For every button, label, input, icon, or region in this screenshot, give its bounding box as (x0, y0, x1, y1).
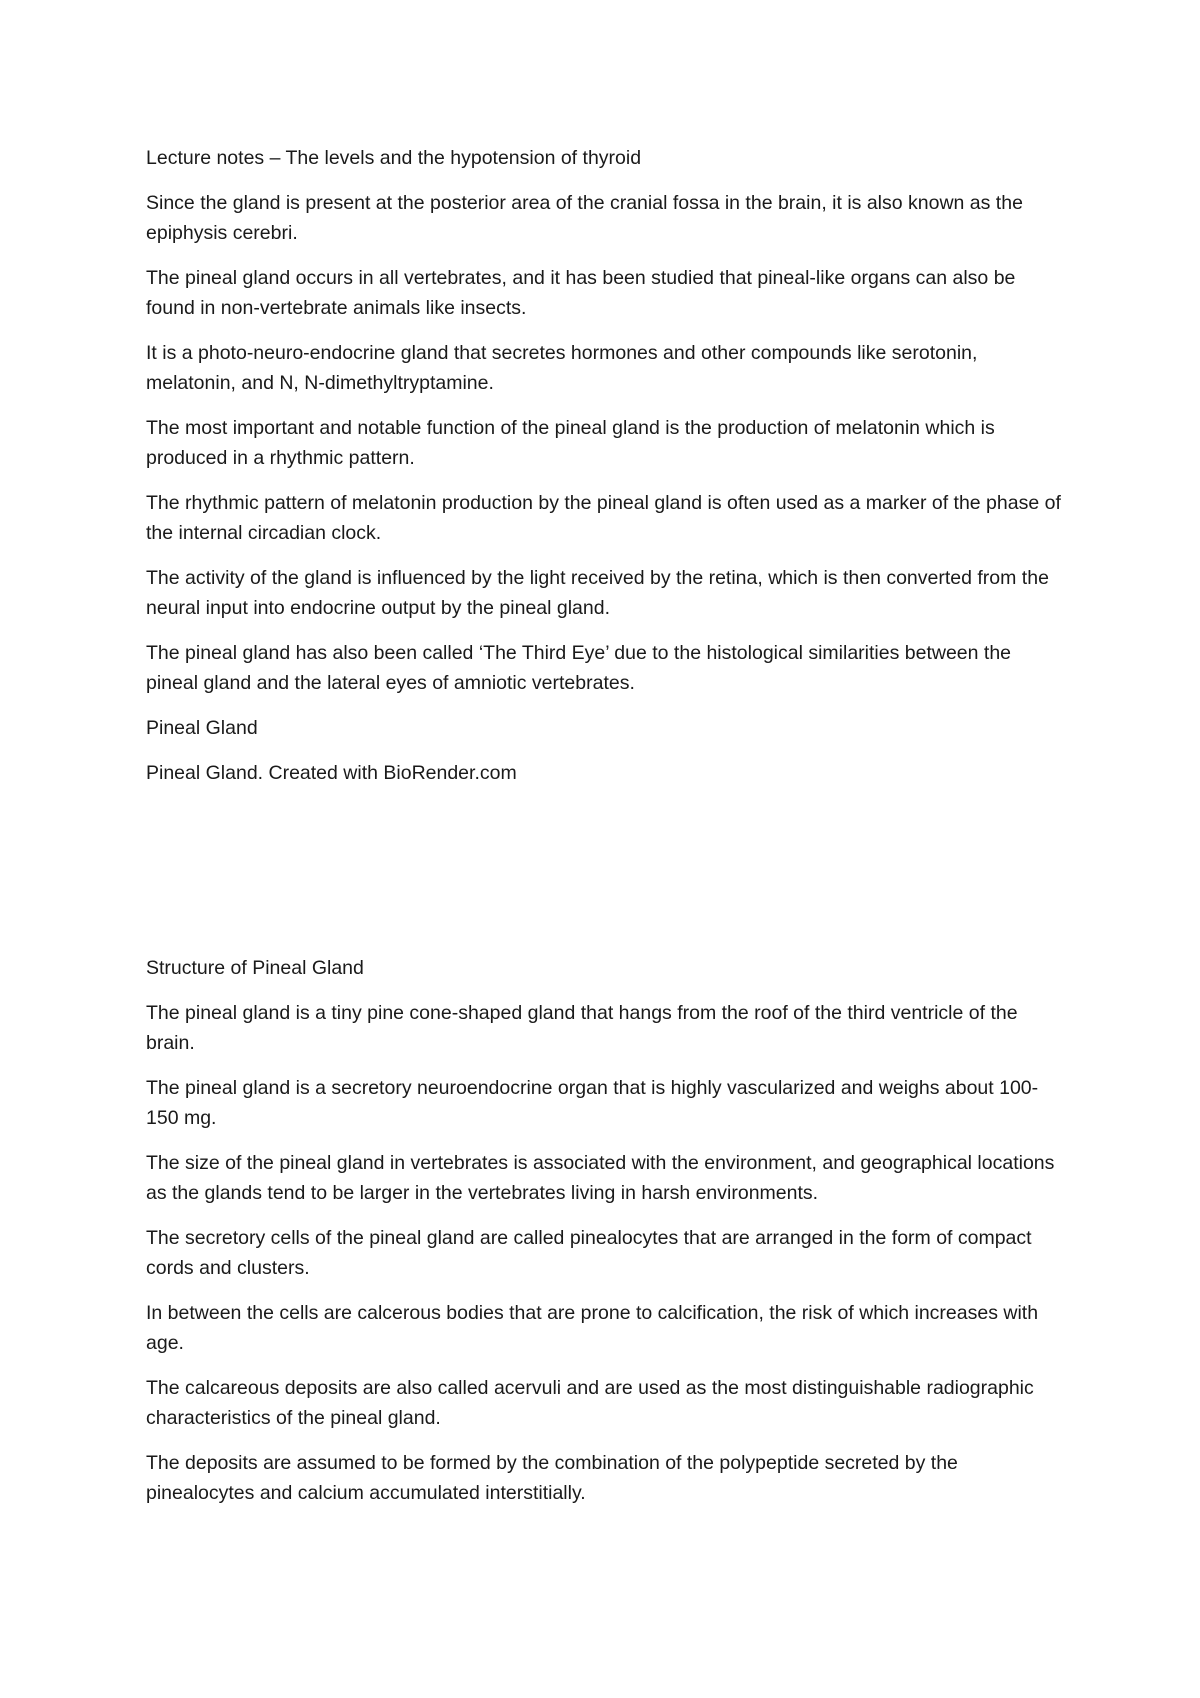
paragraph: The pineal gland is a secretory neuroendocrine organ that is highly vascularized and weighs about 100-150 mg. (146, 1077, 1039, 1129)
paragraph: The size of the pineal gland in vertebrates is associated with the environment, and geographical locations as the glands tend to be larger in the vertebrates living in harsh environments. (146, 1152, 1055, 1204)
section-heading: Structure of Pineal Gland (146, 957, 364, 979)
figure-label: Pineal Gland (146, 717, 258, 739)
paragraph: The activity of the gland is influenced by the light received by the retina, which is then converted from the neural input into endocrine output by the pineal gland. (146, 567, 1049, 619)
paragraph: The secretory cells of the pineal gland are called pinealocytes that are arranged in the form of compact cords and clusters. (146, 1227, 1032, 1279)
paragraph: The deposits are assumed to be formed by the combination of the polypeptide secreted by the pinealocytes and calcium accumulated interstitially. (146, 1452, 958, 1504)
figure-caption: Pineal Gland. Created with BioRender.com (146, 762, 517, 784)
paragraph: Since the gland is present at the posterior area of the cranial fossa in the brain, it is also known as the epiphysis cerebri. (146, 192, 1023, 244)
paragraph: In between the cells are calcerous bodies that are prone to calcification, the risk of which increases with age. (146, 1302, 1039, 1354)
paragraph: The calcareous deposits are also called acervuli and are used as the most distinguishable radiographic characteristics of the pineal gland. (146, 1377, 1034, 1429)
paragraph: The pineal gland is a tiny pine cone-shaped gland that hangs from the roof of the third ventricle of the brain. (146, 1002, 1018, 1054)
paragraph: The pineal gland has also been called ‘The Third Eye’ due to the histological similarities between the pineal gland and the lateral eyes of amniotic vertebrates. (146, 642, 1012, 694)
paragraph: It is a photo-neuro-endocrine gland that secretes hormones and other compounds like serotonin, melatonin, and N, N-dimethyltryptamine. (146, 342, 978, 394)
paragraph: The rhythmic pattern of melatonin production by the pineal gland is often used as a marker of the phase of the internal circadian clock. (146, 492, 1061, 544)
paragraph: The most important and notable function of the pineal gland is the production of melatonin which is produced in a rhythmic pattern. (146, 417, 995, 469)
document-body (146, 143, 1066, 1523)
document-title: Lecture notes – The levels and the hypotension of thyroid (146, 147, 642, 169)
paragraph: The pineal gland occurs in all vertebrates, and it has been studied that pineal-like organs can also be found in non-vertebrate animals like insects. (146, 267, 1016, 319)
